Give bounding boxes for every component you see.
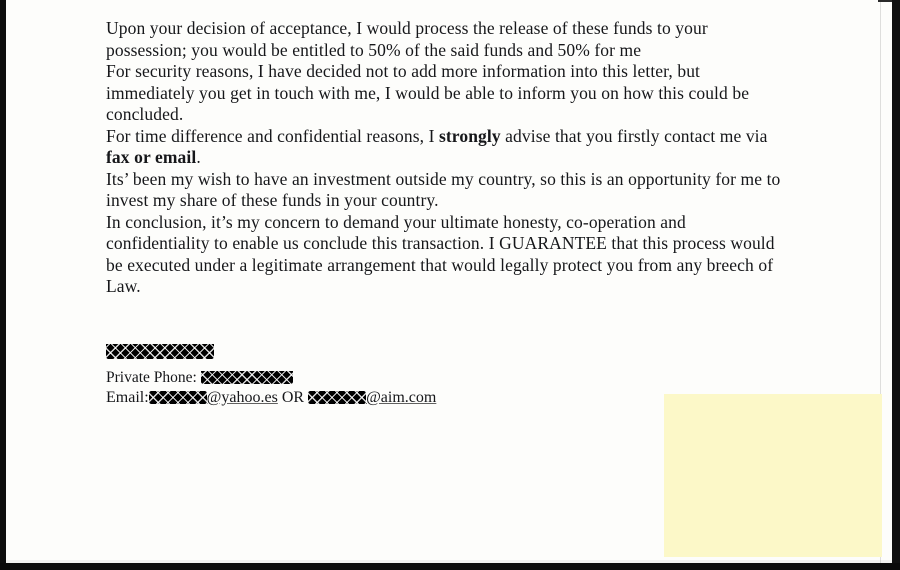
email-label: Email: <box>106 389 149 406</box>
yellow-highlight-note <box>664 394 882 557</box>
email-domain-2: @aim.com <box>366 389 437 406</box>
contact-advice-text-3: . <box>196 147 201 167</box>
signature-block <box>106 344 436 408</box>
email-separator: OR <box>281 389 305 406</box>
private-phone-label: Private Phone: <box>106 369 197 386</box>
paragraph-security: For security reasons, I have decided not to add more information into this letter, but immediately you get in touch with me, I would be able to inform you on how this could be concluded. <box>106 61 750 124</box>
redacted-phone-number <box>201 371 293 384</box>
contact-advice-text-1: For time difference and confidential reasons, I <box>106 125 439 146</box>
redacted-sender-name <box>106 344 214 359</box>
email-line <box>106 388 436 408</box>
scan-edge-top-right <box>878 0 892 2</box>
email-domain-1: @yahoo.es <box>206 389 278 406</box>
private-phone-line <box>106 368 436 388</box>
scan-edge-left <box>0 0 6 570</box>
contact-advice-emphasis-strongly: strongly <box>438 125 501 146</box>
scan-edge-bottom <box>0 563 900 570</box>
redacted-email-user-2 <box>308 391 366 404</box>
paragraph-acceptance: Upon your decision of acceptance, I would process the release of these funds to your possession; you would be entitled to 50% of the said funds and 50% for me <box>106 18 708 60</box>
contact-advice-emphasis-fax-or-email: fax or email <box>106 147 197 167</box>
scan-edge-right <box>892 0 900 570</box>
paragraph-contact-advice <box>106 126 786 169</box>
paragraph-investment-wish: Its’ been my wish to have an investment outside my country, so this is an opportunity for me to invest my share of these funds in your country. <box>106 168 781 210</box>
letter-body <box>106 18 786 298</box>
contact-advice-text-2: advise that you firstly contact me via <box>500 125 768 146</box>
paragraph-conclusion: In conclusion, it’s my concern to demand your ultimate honesty, co-operation and confidentiality to enable us conclude this transaction. I GUARANTEE that this process would be executed under a legitimate arrangement that would legally protect you from any breech of Law. <box>106 211 775 296</box>
redacted-email-user-1 <box>149 391 207 404</box>
